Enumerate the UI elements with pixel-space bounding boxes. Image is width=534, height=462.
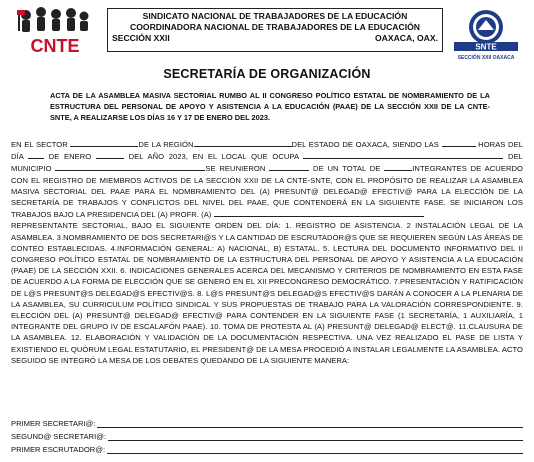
acta-body	[11, 138, 523, 366]
blank-president[interactable]	[214, 208, 424, 217]
body-text-hours: HORAS DEL DÍA	[11, 140, 523, 162]
signature-line[interactable]	[108, 432, 523, 441]
blank-region[interactable]	[194, 138, 292, 147]
signature-row	[11, 419, 523, 428]
cnte-logo	[14, 6, 96, 58]
signature-label: PRIMER ESCRUTADOR@:	[11, 445, 106, 454]
blank-local[interactable]	[303, 150, 503, 159]
blank-sector[interactable]	[70, 138, 138, 147]
header-line-1: SINDICATO NACIONAL DE TRABAJADORES DE LA EDUCACIÓN	[142, 11, 408, 21]
body-text-month: DE ENERO	[48, 152, 92, 162]
body-text-region: DE LA REGIÓN	[138, 140, 194, 149]
blank-month-gap	[96, 150, 124, 159]
signature-label: SEGUND@ SECRETARI@:	[11, 432, 107, 441]
page-title: SECRETARÍA DE ORGANIZACIÓN	[163, 67, 371, 81]
body-text-year: DEL AÑO 2023, EN EL LOCAL QUE OCUPA	[128, 152, 299, 162]
header-location: OAXACA, OAX.	[374, 33, 438, 43]
blank-attendees[interactable]	[269, 162, 309, 171]
body-text-sector: EN EL SECTOR	[11, 140, 68, 149]
signature-row	[11, 432, 523, 441]
header-box	[107, 8, 443, 52]
signature-line[interactable]	[107, 445, 523, 454]
body-text-gathered: SE REUNIERON	[205, 164, 266, 174]
acta-heading: ACTA DE LA ASAMBLEA MASIVA SECTORIAL RUMBO AL II CONGRESO POLÍTICO ESTATAL DE NOMBRAMIENTO DE LA ESTRUCTURA DEL PERSONAL DE APOYO Y ASISTENCIA A LA EDUCACIÓN (PAAE) DE LA SECCIÓN XXII DE LA CNTE-SNTE, A REALIZARSE LOS DÍAS 16 Y 17 DE ENERO DEL 2023.	[50, 91, 490, 122]
blank-municipality[interactable]	[55, 162, 205, 171]
header-line-2: COORDINADORA NACIONAL DE TRABAJADORES DE LA EDUCACIÓN	[130, 22, 420, 32]
snte-logo-text: SNTE	[475, 42, 497, 52]
body-text-municipality: DEL MUNICIPIO	[11, 152, 523, 174]
body-text-state: DEL ESTADO DE OAXACA, SIENDO	[291, 140, 422, 149]
signature-label: PRIMER SECRETARI@:	[11, 419, 96, 428]
body-text-las: LAS	[424, 140, 439, 149]
blank-hours[interactable]	[442, 138, 476, 147]
body-text-total: DE UN TOTAL DE	[313, 164, 381, 174]
header-section: SECCIÓN XXII	[112, 33, 170, 43]
cnte-logo-text: CNTE	[30, 36, 80, 56]
blank-total[interactable]	[384, 162, 412, 171]
signature-line[interactable]	[97, 419, 523, 428]
snte-seccion-xxii-logo	[450, 8, 522, 64]
blank-day[interactable]	[28, 150, 44, 159]
snte-section-text: SECCIÓN XXII OAXACA	[457, 55, 515, 61]
body-text-purpose: INTEGRANTES DE ACUERDO CON EL REGISTRO DE MIEMBROS ACTIVOS DE LA SECCIÓN XXII DE LA CNTE-SNTE, CON EL PROPÓSITO DE REALIZAR LA ASAMBLEA MASIVA SECTORIAL DEL PAAE PARA EL NOMBRAMIENTO DEL (A) PRESUNT@ DELEGAD@ EFECTIV@ PARA LA ELECCIÓN DE LA SECRETARÍA DE TRABAJOS Y CONFLICTOS DEL NIVEL DEL PAAE, QUE CONTENDERÁ EN LA SIGUIENTE FASE. SE INICIARON LOS TRABAJOS BAJO LA PRESIDENCIA DEL (A) PROFR. (A)	[11, 164, 523, 220]
signature-row	[11, 445, 523, 454]
orden-del-dia: REPRESENTANTE SECTORIAL, BAJO EL SIGUIENTE ORDEN DEL DÍA: 1. REGISTRO DE ASISTENCIA. 2 INSTALACIÓN LEGAL DE LA ASAMBLEA. 3.NOMBRAMIENTO DE DOS SECRETARI@S Y LA CANTIDAD DE ESCRUTADOR@S QUE SE REQUIEREN SEGÚN LAS ÁREAS DE CONTEO ESTABLECIDAS. 4.INFORMACIÓN GENERAL: A) NACIONAL, B) ESTATAL. 5. LECTURA DEL DOCUMENTO INFORMATIVO DEL II CONGRESO POLÍTICO ESTATAL DE NOMBRAMIENTO DE LA ESTRUCTURA DEL PERSONAL DE APOYO Y ASISTENCIA A LA EDUCACIÓN (PAAE) DE LA SECCIÓN XXII. 6. INDICACIONES GENERALES ACERCA DEL MECANISMO Y CRITERIOS DE NOMBRAMIENTO EN ESTA FASE DE ACUERDO A LA FORMA DE ELECCIÓN QUE SE GENERÓ EN EL XII PRECONGRESO DEMOCRÁTICO. 7.PRESENTACIÓN Y RATIFICACIÓN DE L@S PRESUNT@S DELEGAD@S EFECTIV@S. 8. L@S PRESUNT@S DELEGAD@S EFECTIV@S DARÁN A CONOCER A LA PLENARIA DE LA ASAMBLEA, SU CURRICULUM POLÍTICO SINDICAL Y SUS PROPUESTAS DE TRABAJO PARA LA VALORACIÓN CORRESPONDIENTE. 9. ELECCIÓN DEL (A) PRESUNT@ DELEGAD@ EFECTIV@ PARA CONTENDER EN LA SIGUIENTE FASE (1 SECRETARÍA, 1 AUXILIARÍA, 1 INTEGRANTE DEL GRUPO IV DE ESCALAFÓN PAAE). 10. TOMA DE PROTESTA AL (A) PRESUNT@ DELEGAD@ ELECT@. 11.CLAUSURA DE LA ASAMBLEA. 12. ELABORACIÓN Y VALIDACIÓN DE LA DOCUMENTACIÓN RESPECTIVA. UNA VEZ REALIZADO EL PASE DE LISTA Y EXISTIENDO EL QUÓRUM LEGAL ESTATUTARIO, EL PRESIDENT@ DE LA MESA PROCEDIÓ A INSTALAR LEGALMENTE LA ASAMBLEA. ACTO SEGUIDO SE INTEGRÓ LA MESA DE LOS DEBATES QUEDANDO DE LA SIGUIENTE MANERA:	[11, 221, 523, 365]
